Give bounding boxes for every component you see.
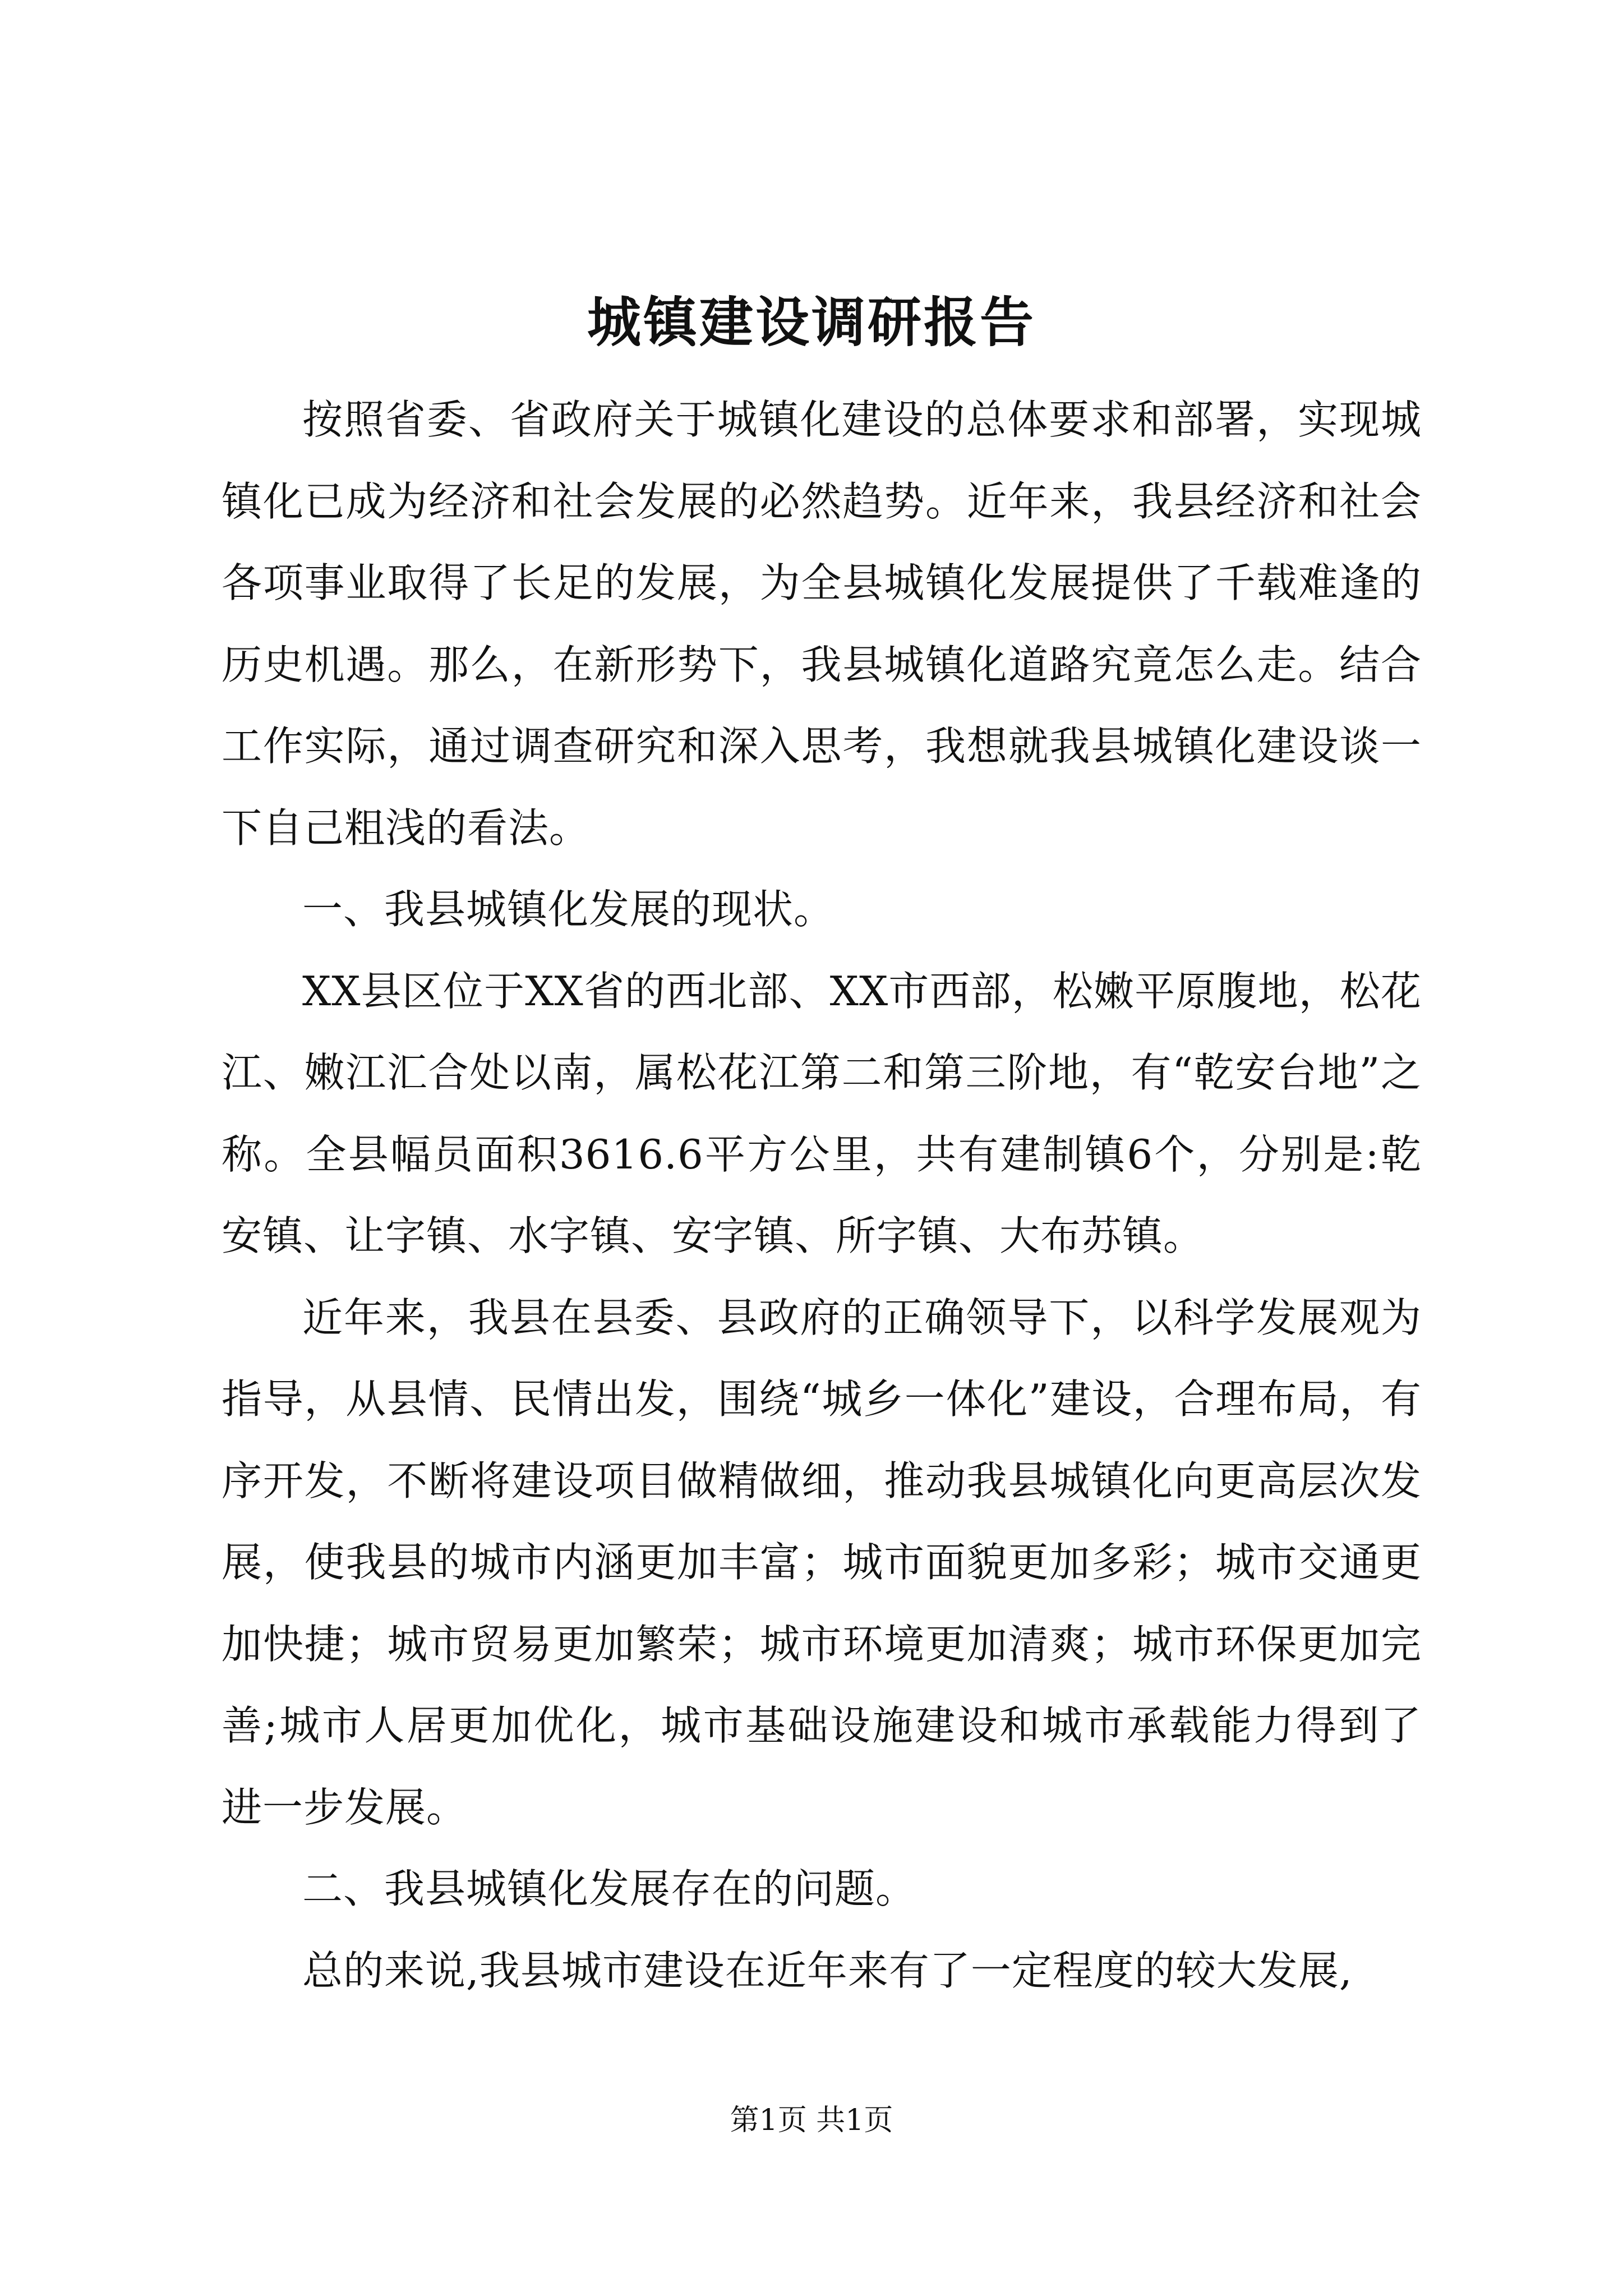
document-body xyxy=(222,379,1422,2012)
section-heading-1: 一、我县城镇化发展的现状。 xyxy=(302,886,835,933)
document-title: 城镇建设调研报告 xyxy=(587,291,1036,354)
location-paragraph: XX县区位于XX省的西北部、XX市西部，松嫩平原腹地，松花江、嫩江汇合处以南，属松花江第二和第三阶地，有“乾安台地”之称。全县幅员面积3616.6平方公里，共有建制镇6个，分别是:乾安镇、让字镇、水字镇、安字镇、所字镇、大布苏镇。 xyxy=(222,967,1422,1259)
section-heading-2: 二、我县城镇化发展存在的问题。 xyxy=(302,1865,917,1912)
problems-paragraph: 总的来说,我县城市建设在近年来有了一定程度的较大发展, xyxy=(302,1947,1353,1994)
intro-paragraph: 按照省委、省政府关于城镇化建设的总体要求和部署，实现城镇化已成为经济和社会发展的必然趋势。近年来，我县经济和社会各项事业取得了长足的发展，为全县城镇化发展提供了千载难逢的历史机遇。那么，在新形势下，我县城镇化道路究竟怎么走。结合工作实际，通过调查研究和深入思考，我想就我县城镇化建设谈一下自己粗浅的看法。 xyxy=(222,396,1422,852)
page-number-footer: 第1页 共1页 xyxy=(730,2104,893,2137)
development-paragraph: 近年来，我县在县委、县政府的正确领导下，以科学发展观为指导，从县情、民情出发，围绕“城乡一体化”建设，合理布局，有序开发，不断将建设项目做精做细，推动我县城镇化向更高层次发展，使我县的城市内涵更加丰富；城市面貌更加多彩；城市交通更加快捷；城市贸易更加繁荣；城市环境更加清爽；城市环保更加完善;城市人居更加优化，城市基础设施建设和城市承载能力得到了进一步发展。 xyxy=(222,1294,1422,1831)
